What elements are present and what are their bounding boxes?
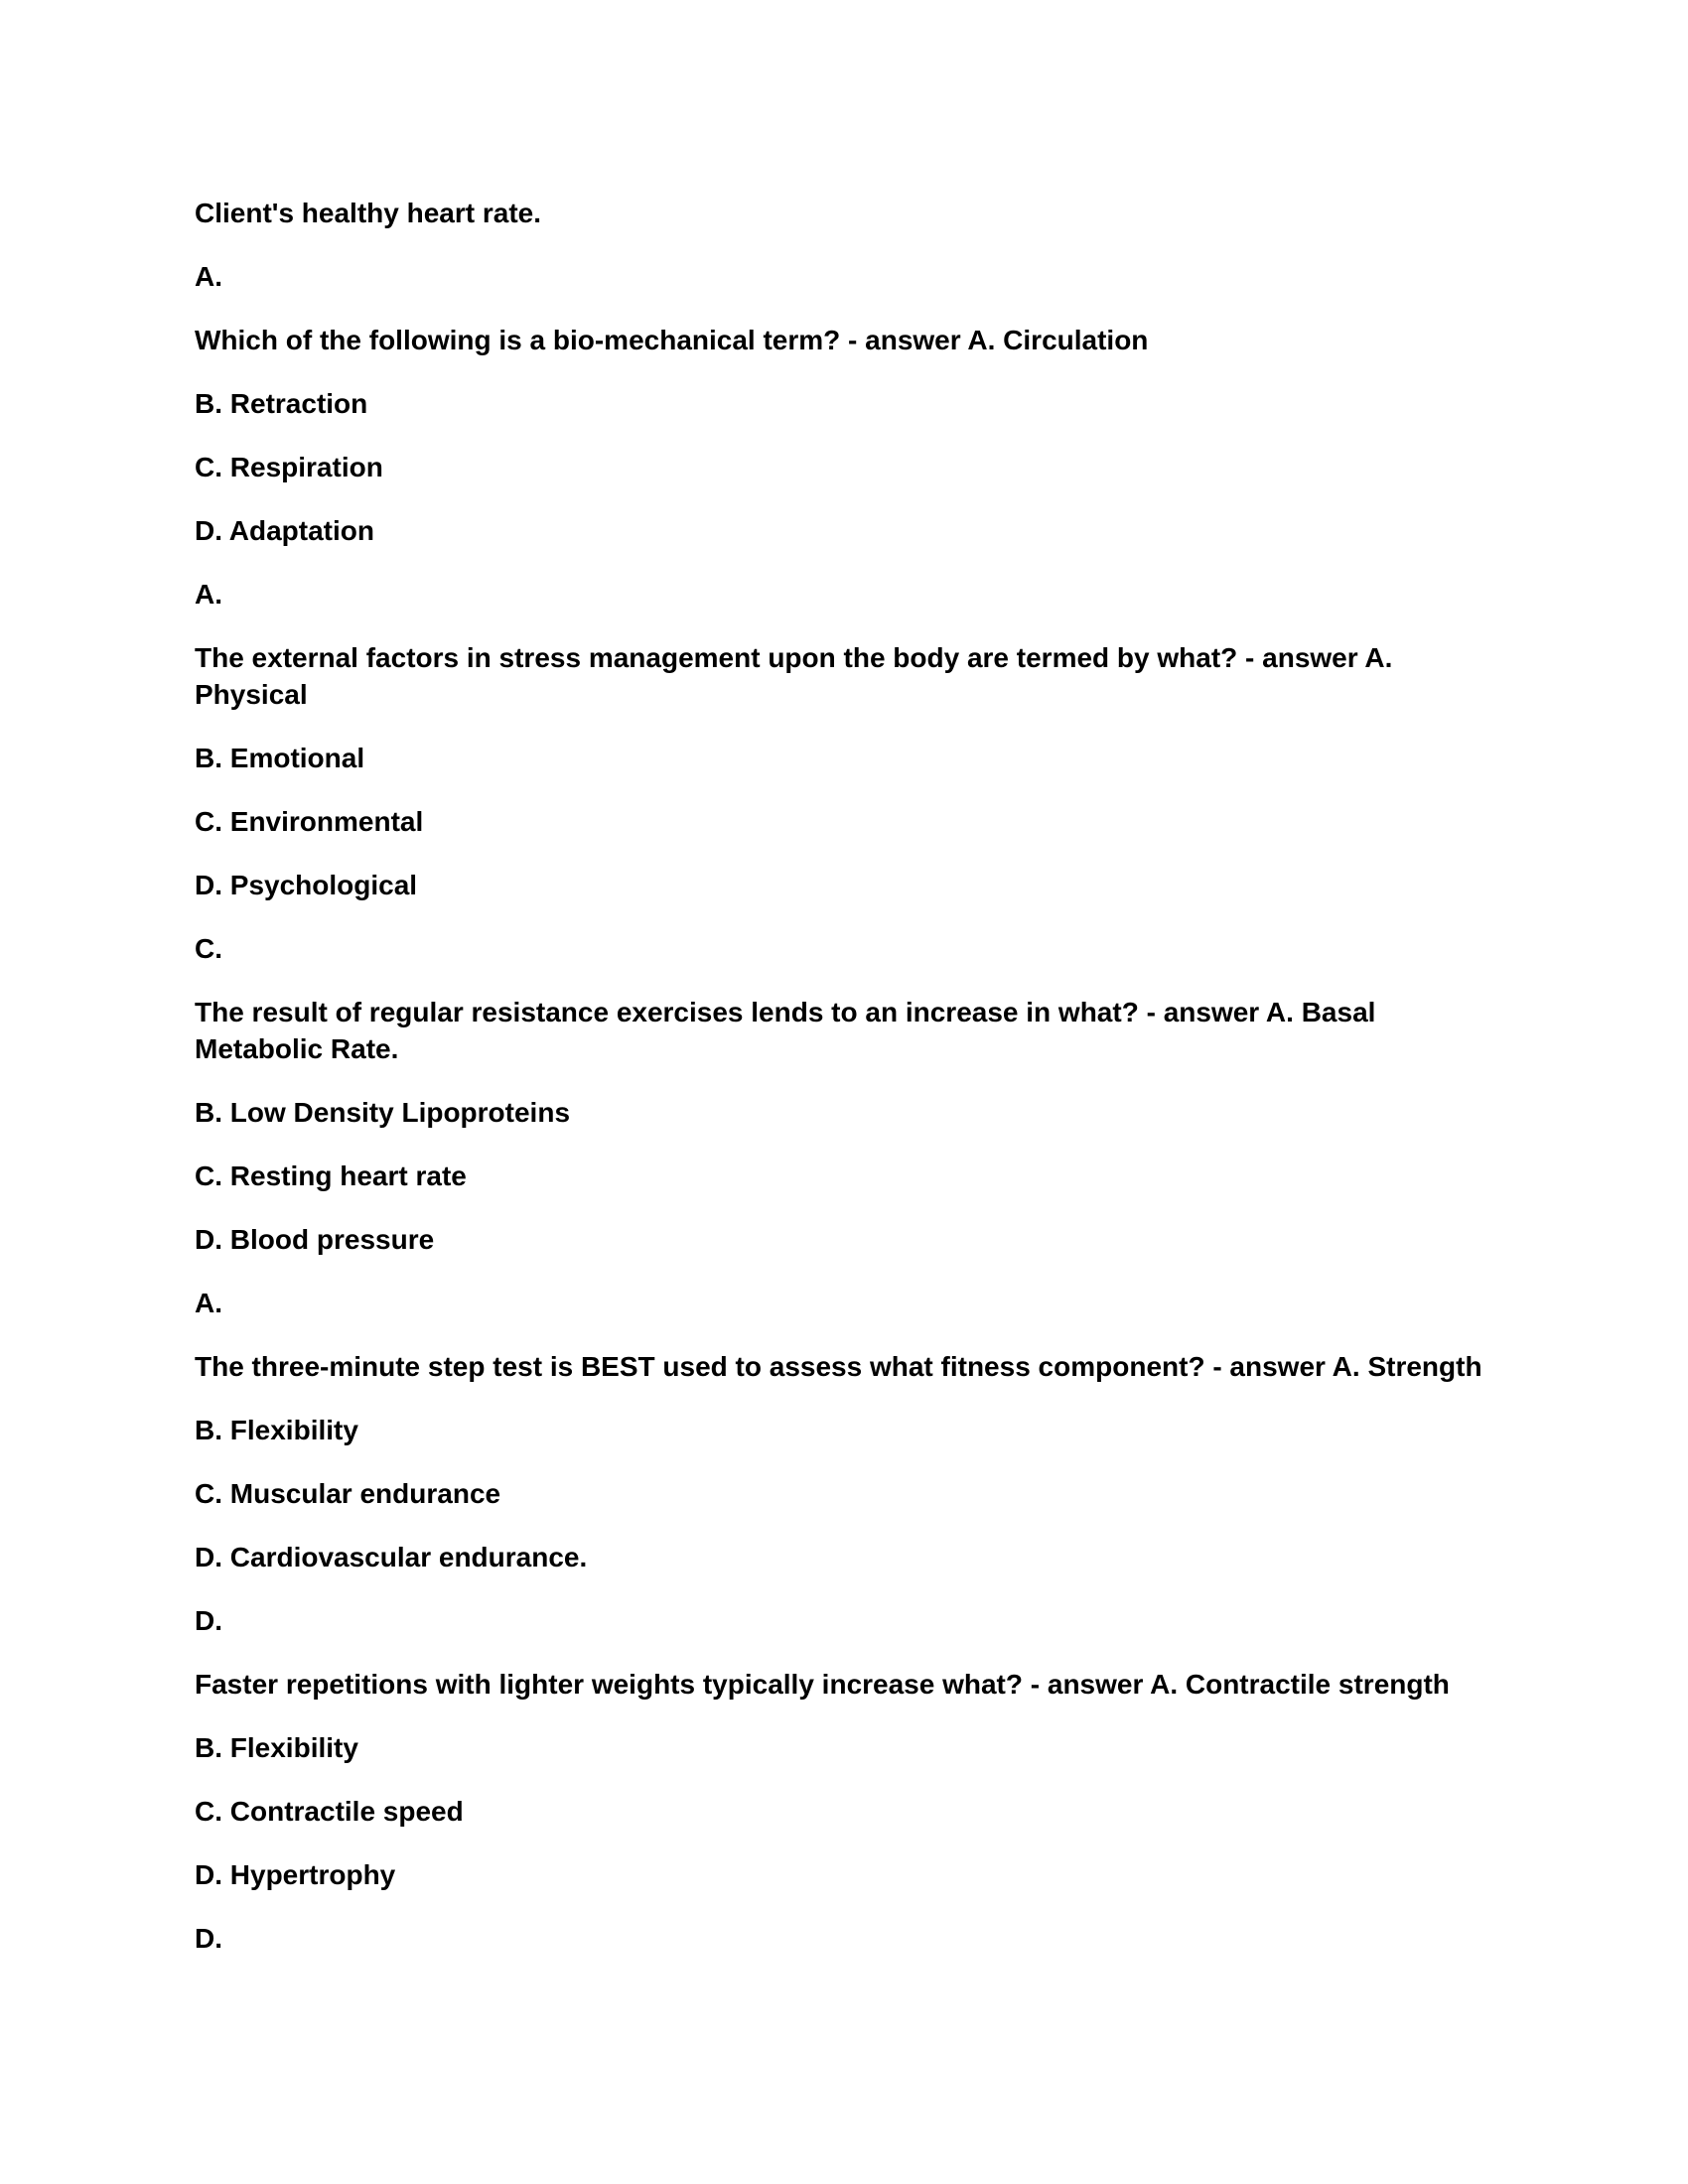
question-line: The three-minute step test is BEST used to assess what fitness component? - answer A. Strength [195, 1351, 1482, 1382]
option-line: B. Emotional [195, 743, 365, 773]
question-line: Which of the following is a bio-mechanical term? - answer A. Circulation [195, 325, 1149, 355]
option-line: B. Flexibility [195, 1732, 358, 1763]
option-line: D. Adaptation [195, 515, 374, 546]
answer-line: A. [195, 579, 222, 610]
option-line: B. Flexibility [195, 1415, 358, 1445]
question-line: Faster repetitions with lighter weights typically increase what? - answer A. Contractile strength [195, 1669, 1450, 1700]
answer-line: D. [195, 1605, 222, 1636]
option-line: D. Blood pressure [195, 1224, 435, 1255]
question-line: The external factors in stress management upon the body are termed by what? - answer A. Physical [195, 642, 1393, 710]
question-line: The result of regular resistance exercises lends to an increase in what? - answer A. Basal Metabolic Rate. [195, 997, 1376, 1064]
document-body [195, 195, 1505, 1983]
option-line: D. Hypertrophy [195, 1859, 396, 1890]
option-line: C. Contractile speed [195, 1796, 464, 1827]
answer-line: A. [195, 261, 222, 292]
option-line: D. Psychological [195, 870, 418, 900]
text-line: Client's healthy heart rate. [195, 198, 541, 228]
option-line: C. Resting heart rate [195, 1160, 467, 1191]
option-line: D. Cardiovascular endurance. [195, 1542, 588, 1572]
option-line: B. Low Density Lipoproteins [195, 1097, 571, 1128]
answer-line: D. [195, 1923, 222, 1954]
option-line: B. Retraction [195, 388, 368, 419]
option-line: C. Muscular endurance [195, 1478, 501, 1509]
option-line: C. Environmental [195, 806, 424, 837]
answer-line: C. [195, 933, 222, 964]
option-line: C. Respiration [195, 452, 383, 482]
answer-line: A. [195, 1288, 222, 1318]
